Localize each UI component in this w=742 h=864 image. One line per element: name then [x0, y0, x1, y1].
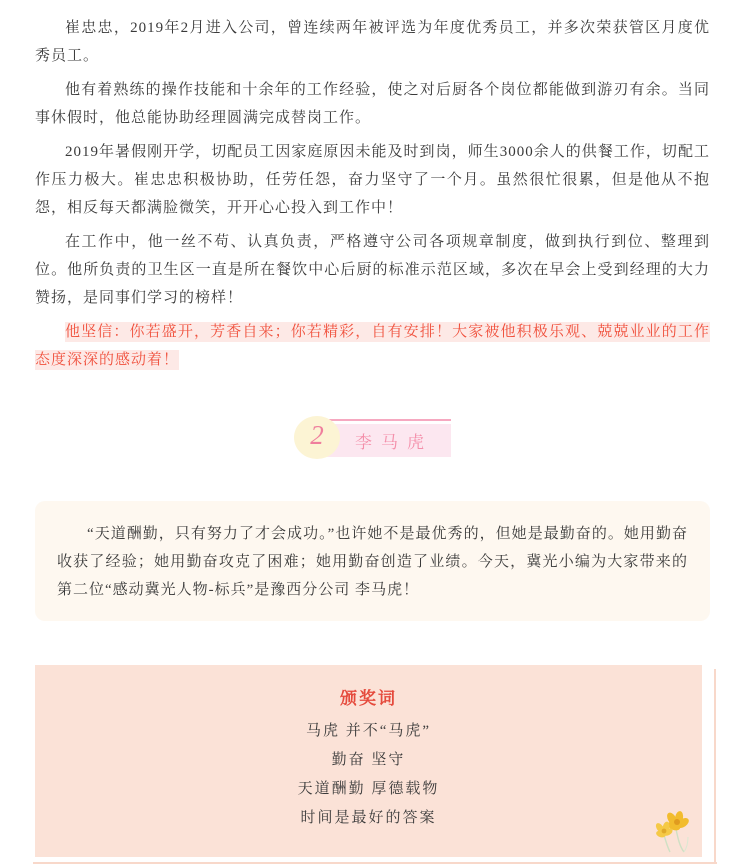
award-title: 颁奖词: [340, 689, 397, 708]
award-box: [35, 665, 702, 857]
award-line: 马虎 并不“马虎”: [305, 723, 432, 739]
section-number-badge: [294, 416, 340, 459]
paragraph-3: 2019年暑假刚开学，切配员工因家庭原因未能及时到岗，师生3000余人的供餐工作，切配工作压力极大。崔忠忠积极协助，任劳任怨，奋力坚守了一个月。虽然很忙很累，但是他从不抱怨，相反每天都满脸微笑，开开心心投入到工作中！: [35, 144, 710, 216]
award-section: [35, 665, 710, 857]
section-name-underline: [329, 419, 451, 421]
section-header: [35, 416, 710, 459]
paragraph-4: 在工作中，他一丝不苟、认真负责，严格遵守公司各项规章制度，做到执行到位、整理到位。他所负责的卫生区一直是所在餐饮中心后厨的标准示范区域，多次在早会上受到经理的大力赞扬，是同事们学习的榜样！: [35, 234, 710, 306]
highlight-paragraph: [35, 318, 710, 374]
award-line: 时间是最好的答案: [300, 810, 437, 826]
intro-paragraph: “天道酬勤，只有努力了才会成功。”也许她不是最优秀的，但她是最勤奋的。她用勤奋收获了经验；她用勤奋攻克了困难；她用勤奋创造了业绩。今天，冀光小编为大家带来的第二位“感动冀光人物-标兵”是豫西分公司 李马虎！: [57, 526, 688, 598]
award-box-offset-edge-right: [714, 669, 716, 864]
paragraph-2: 他有着熟练的操作技能和十余年的工作经验，使之对后厨各个岗位都能做到游刃有余。当同事休假时，他总能协助经理圆满完成替岗工作。: [35, 82, 710, 126]
paragraph-1: 崔忠忠，2019年2月进入公司，曾连续两年被评选为年度优秀员工，并多次荣获管区月度优秀员工。: [35, 20, 710, 64]
section-name: 李马虎: [323, 424, 451, 457]
highlight-text: 他坚信：你若盛开，芳香自来；你若精彩，自有安排！大家被他积极乐观、兢兢业业的工作态度深深的感动着！: [35, 324, 710, 368]
section-number: 2: [310, 420, 324, 450]
intro-block: [35, 501, 710, 621]
award-line: 天道酬勤 厚德载物: [297, 781, 440, 797]
award-line: 勤奋 坚守: [331, 752, 406, 768]
flower-icon: [652, 807, 694, 853]
